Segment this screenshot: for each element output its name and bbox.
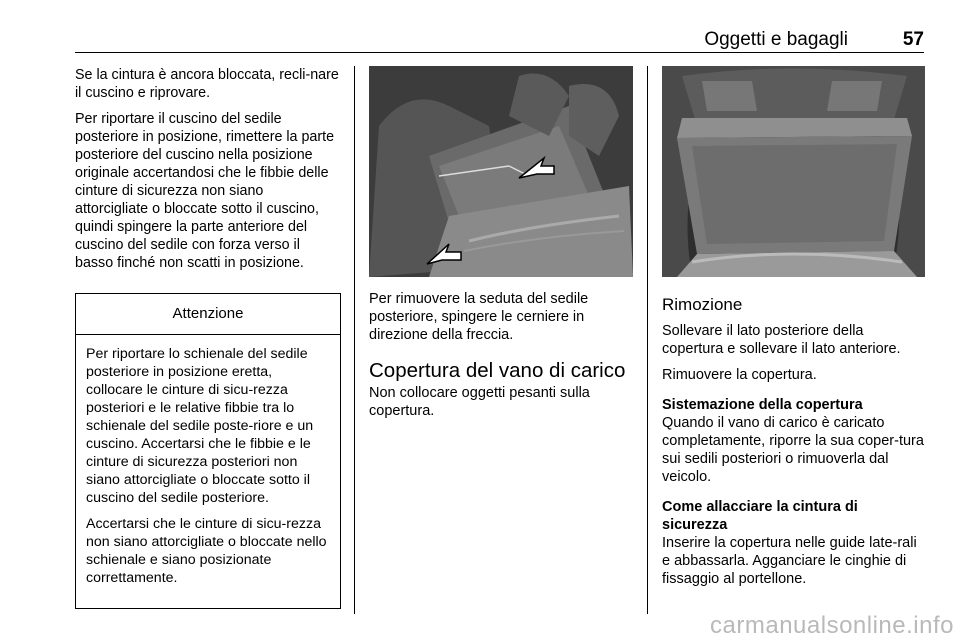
warning-title: Attenzione (76, 294, 340, 335)
paragraph-1: Se la cintura è ancora bloccata, recli-nare il cuscino e riprovare. (75, 67, 339, 101)
column-1 (75, 66, 340, 280)
column-3 (662, 294, 927, 596)
subsection-heading: Rimozione (662, 295, 743, 314)
column-2 (369, 290, 634, 428)
cargo-cover-illustration (662, 66, 925, 277)
paragraph-4: Sollevare il lato posteriore della copertura e sollevare il lato anteriore. (662, 323, 901, 357)
section-title: Oggetti e bagagli (704, 29, 848, 50)
subheading-storage: Sistemazione della copertura (662, 397, 863, 413)
warning-body (76, 335, 340, 587)
warning-paragraph-2: Accertarsi che le cinture di sicu-rezza non siano attorcigliate o bloccate nello schienale e siano posizionate correttamente. (86, 516, 327, 586)
rear-seat-illustration (369, 66, 633, 277)
paragraph-5: Rimuovere la copertura. (662, 367, 817, 383)
watermark: carmanualsonline.info (710, 612, 954, 639)
paragraph-2: Per riportare il cuscino del sedile posteriore in posizione, rimettere la parte posteriore del cuscino nella posizione originale accertandosi che le fibbie delle cinture di sicurezza non siano attorcigliate o bloccate sotto il cuscino, quindi spingere la parte anteriore del cuscino del sedile con forza verso il basso finché non scatti in posizione. (75, 111, 335, 271)
image-caption: Per rimuovere la seduta del sedile posteriore, spingere le cerniere in direzione della freccia. (369, 291, 589, 343)
section-heading: Copertura del vano di carico (369, 359, 626, 382)
page-header (75, 30, 924, 53)
paragraph-7: Inserire la copertura nelle guide late-rali e abbassarla. Agganciare le cinghie di fissaggio al portellone. (662, 535, 917, 587)
paragraph-6: Quando il vano di carico è caricato completamente, riporre la sua coper-tura sui sedili posteriori o rimuoverla dal veicolo. (662, 415, 924, 485)
page-number: 57 (902, 29, 924, 50)
column-divider-1 (354, 66, 355, 614)
paragraph-3: Non collocare oggetti pesanti sulla copertura. (369, 385, 590, 419)
column-divider-2 (647, 66, 648, 614)
warning-paragraph-1: Per riportare lo schienale del sedile posteriore in posizione eretta, collocare le cinture di sicu-rezza posteriori e le relative fibbie tra lo schienale del sedile poste-riore e un cuscino. Accertarsi che le fibbie e le cinture di sicurezza posteriori non siano attorcigliate o bloccate sotto il cuscino del sedile posteriore. (86, 346, 314, 506)
warning-box (75, 293, 341, 609)
subheading-fasten: Come allacciare la cintura di sicurezza (662, 499, 858, 533)
